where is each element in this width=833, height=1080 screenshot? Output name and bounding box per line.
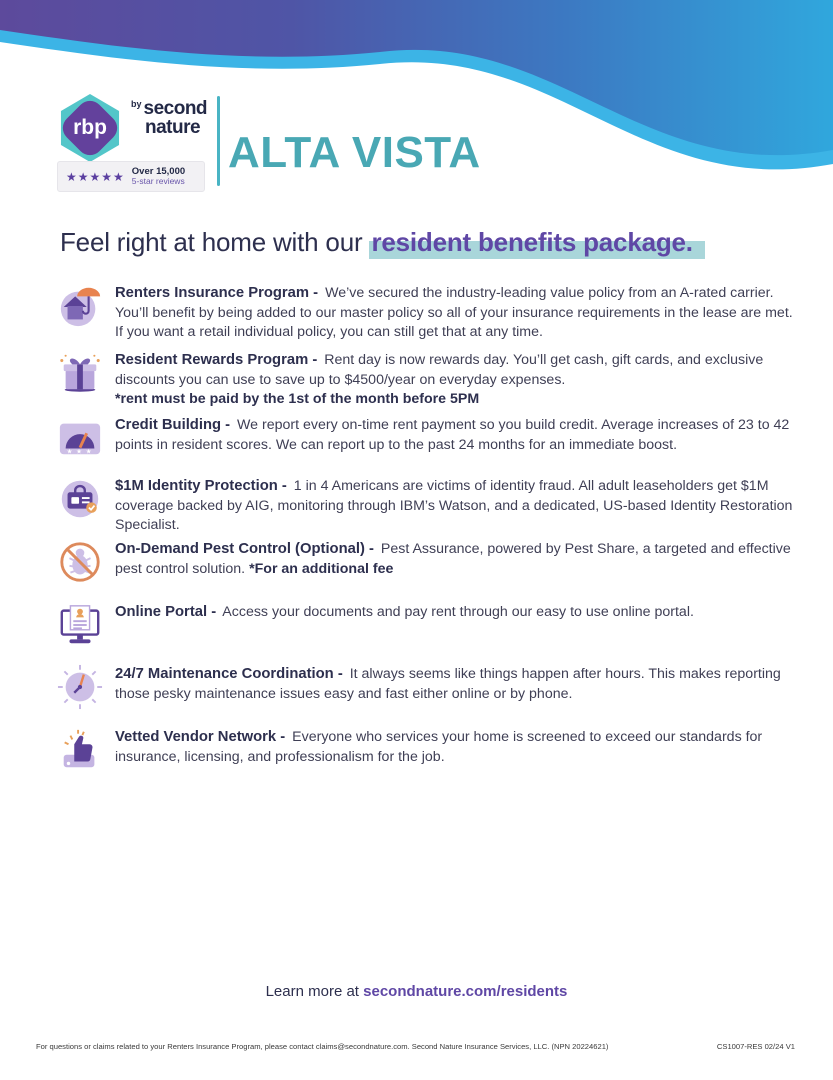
logo-nature-label: nature (145, 116, 201, 138)
reviews-count: Over 15,000 (131, 165, 186, 177)
benefit-title: 24/7 Maintenance Coordination - (115, 666, 343, 682)
svg-text:★: ★ (76, 448, 83, 456)
property-name: ALTA VISTA (228, 128, 481, 177)
benefit-description: Everyone who services your home is screened to exceed our standards for insurance, licensing, and professionalism for the job. (115, 729, 763, 765)
benefit-description: 1 in 4 Americans are victims of identity fraud. All adult leaseholders get $1M coverage backed by AIG, monitoring through IBM’s Watson, and a dedicated, US-based Identity Restoration Specialist. (115, 478, 793, 533)
benefit-pest-control (57, 539, 797, 585)
gift-icon (57, 350, 103, 396)
benefit-maintenance (57, 664, 797, 710)
benefit-description: It always seems like things happen after hours. This makes reporting those pesky maintenance issues easy and fast either online or by phone. (115, 666, 781, 702)
no-pest-icon (57, 539, 103, 585)
clock-icon (57, 664, 103, 710)
benefit-vendor-network (57, 727, 797, 773)
benefit-renters-insurance (57, 283, 797, 342)
five-stars-icon: ★★★★★ (66, 169, 125, 184)
benefit-description: Rent day is now rewards day. You’ll get cash, gift cards, and exclusive discounts you can use to save up to $4500/year on everyday expenses. (115, 352, 764, 388)
rbp-logo-text: rbp (73, 116, 107, 139)
online-portal-icon (57, 602, 103, 648)
logo-by-label: by (131, 99, 142, 109)
benefit-description: Access your documents and pay rent through our easy to use online portal. (222, 604, 694, 620)
benefit-description: We report every on-time rent payment so you build credit. Average increases of 23 to 42 points in resident scores. We can report up to the past 24 months for an immediate boost. (115, 417, 790, 453)
umbrella-house-icon (57, 283, 103, 329)
benefit-title: Renters Insurance Program - (115, 285, 319, 301)
second-nature-logo (131, 100, 207, 136)
benefit-title: $1M Identity Protection - (115, 478, 287, 494)
benefit-description: Pest Assurance, powered by Pest Share, a targeted and effective pest control solution. (115, 541, 791, 577)
benefit-note: *rent must be paid by the 1st of the month before 5PM (115, 390, 480, 407)
reviews-badge (57, 161, 205, 192)
credit-gauge-icon (57, 415, 103, 461)
learn-more (0, 983, 833, 1000)
benefit-resident-rewards (57, 350, 797, 409)
benefit-title: Credit Building - (115, 417, 231, 433)
benefit-identity-protection (57, 476, 797, 535)
benefit-title: On-Demand Pest Control (Optional) - (115, 541, 374, 557)
thumbs-up-icon (57, 727, 103, 773)
headline-highlight: resident benefits package. (369, 227, 704, 259)
headline-prefix: Feel right at home with our (60, 227, 370, 257)
svg-text:★: ★ (85, 448, 92, 456)
learn-more-link[interactable]: secondnature.com/residents (363, 983, 568, 1000)
logo-second-label: second (143, 98, 208, 119)
benefit-title: Vetted Vendor Network - (115, 729, 286, 745)
headline (60, 227, 805, 258)
benefit-online-portal (57, 602, 797, 648)
svg-text:★: ★ (66, 448, 73, 456)
benefit-title: Resident Rewards Program - (115, 352, 318, 368)
benefit-note: *For an additional fee (249, 560, 394, 577)
benefit-credit-building (57, 415, 797, 461)
learn-more-prefix: Learn more at (265, 983, 364, 1000)
reviews-label: 5-star reviews (131, 176, 185, 187)
document-code: CS1007-RES 02/24 V1 (716, 1042, 795, 1051)
id-card-icon (57, 476, 103, 522)
benefit-description: We’ve secured the industry-leading value policy from an A-rated carrier. You’ll benefit by being added to our master policy so all of your insurance requirements in the lease are met. If you want a retail individual policy, you can still get that at any time. (115, 285, 793, 340)
logo-divider (217, 96, 220, 186)
benefit-title: Online Portal - (115, 604, 217, 620)
legal-text: For questions or claims related to your Renters Insurance Program, please contact claims@secondnature.com. Second Nature Insurance Services, LLC. (NPN 20224621) (36, 1042, 609, 1051)
